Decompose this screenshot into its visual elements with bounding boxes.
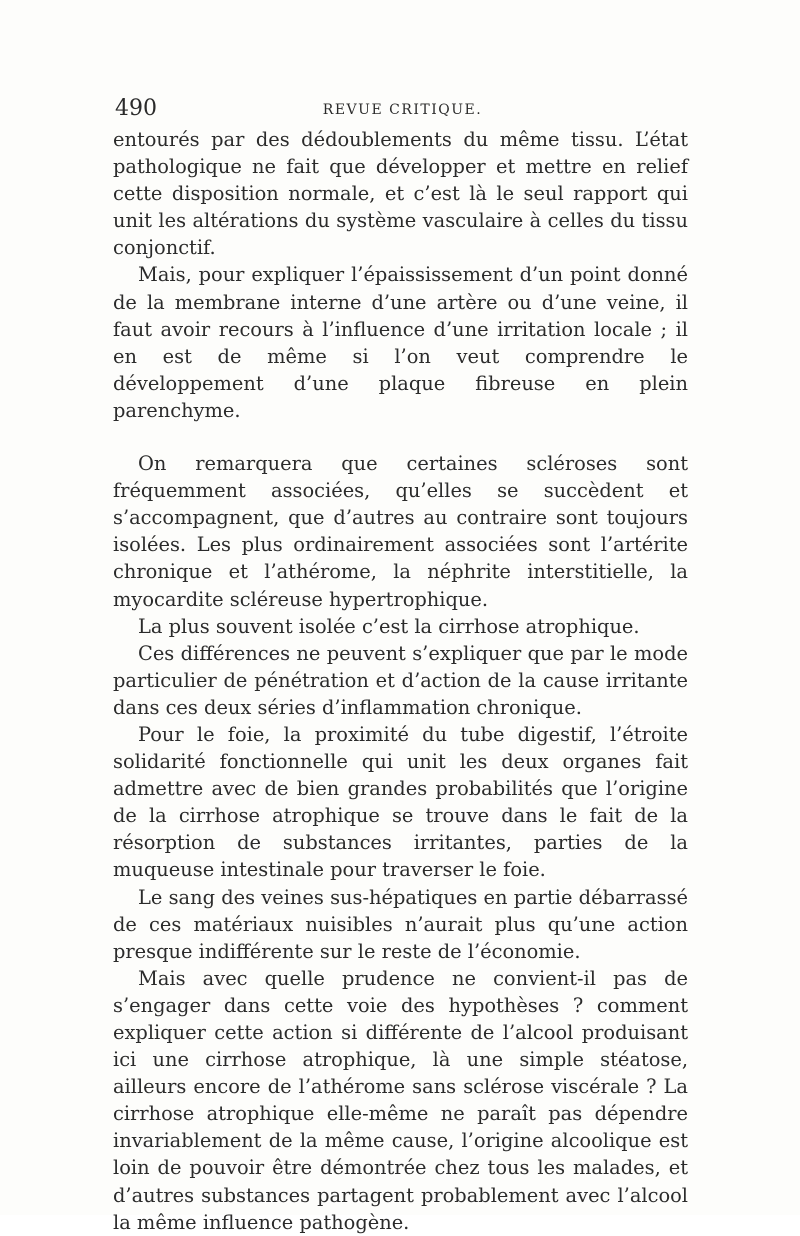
body-text — [113, 126, 688, 1236]
paragraph-1: entourés par des dédoublements du même tissu. L’état pathologique ne fait que développer et mettre en relief cette disposition normale, et c’est là le seul rapport qui unit les altérations du système vasculaire à celles du tissu conjonctif. — [113, 128, 688, 260]
running-head: REVUE CRITIQUE. — [322, 102, 483, 118]
paragraph-6: Pour le foie, la proximité du tube digestif, l’étroite solidarité fonctionnelle qui unit les deux organes fait admettre avec de bien grandes probabilités que l’origine de la cirrhose atrophique se trouve dans le fait de la résorption de substances irritantes, parties de la muqueuse intestinale pour traverser le foie. — [113, 722, 688, 882]
paragraph-3: On remarquera que certaines scléroses sont fréquemment associées, qu’elles se succèdent et s’accompagnent, que d’autres au contraire sont toujours isolées. Les plus ordinairement associées sont l’artérite chronique et l’athérome, la néphrite interstitielle, la myocardite scléreuse hypertrophique. — [113, 452, 688, 611]
page-number: 490 — [115, 96, 157, 121]
paragraph-8: Mais avec quelle prudence ne convient-il pas de s’engager dans cette voie des hypothèses ? comment expliquer cette action si différente de l’alcool produisant ici une cirrhose atrophique, là une simple stéatose, ailleurs encore de l’athérome sans sclérose viscérale ? La cirrhose atrophique elle-même ne paraît pas dépendre invariablement de la même cause, l’origine alcoolique est loin de pouvoir être démontrée chez tous les malades, et d’autres substances partagent probablement avec l’alcool la même influence pathogène. — [113, 966, 688, 1234]
paragraph-5: Ces différences ne peuvent s’expliquer que par le mode particulier de pénétration et d’action de la cause irritante dans ces deux séries d’inflammation chronique. — [113, 641, 688, 719]
page-header — [115, 96, 690, 126]
paragraph-7: Le sang des veines sus-hépatiques en partie débarrassé de ces matériaux nuisibles n’aurait plus qu’une action presque indifférente sur le reste de l’économie. — [113, 885, 688, 963]
paragraph-2: Mais, pour expliquer l’épaississement d’un point donné de la membrane interne d’une artère ou d’une veine, il faut avoir recours à l’influence d’une irritation locale ; il en est de même si l’on veut comprendre le développement d’une plaque fibreuse en plein parenchyme. — [113, 263, 688, 422]
paragraph-gap — [113, 424, 688, 450]
paragraph-4: La plus souvent isolée c’est la cirrhose atrophique. — [138, 614, 640, 638]
